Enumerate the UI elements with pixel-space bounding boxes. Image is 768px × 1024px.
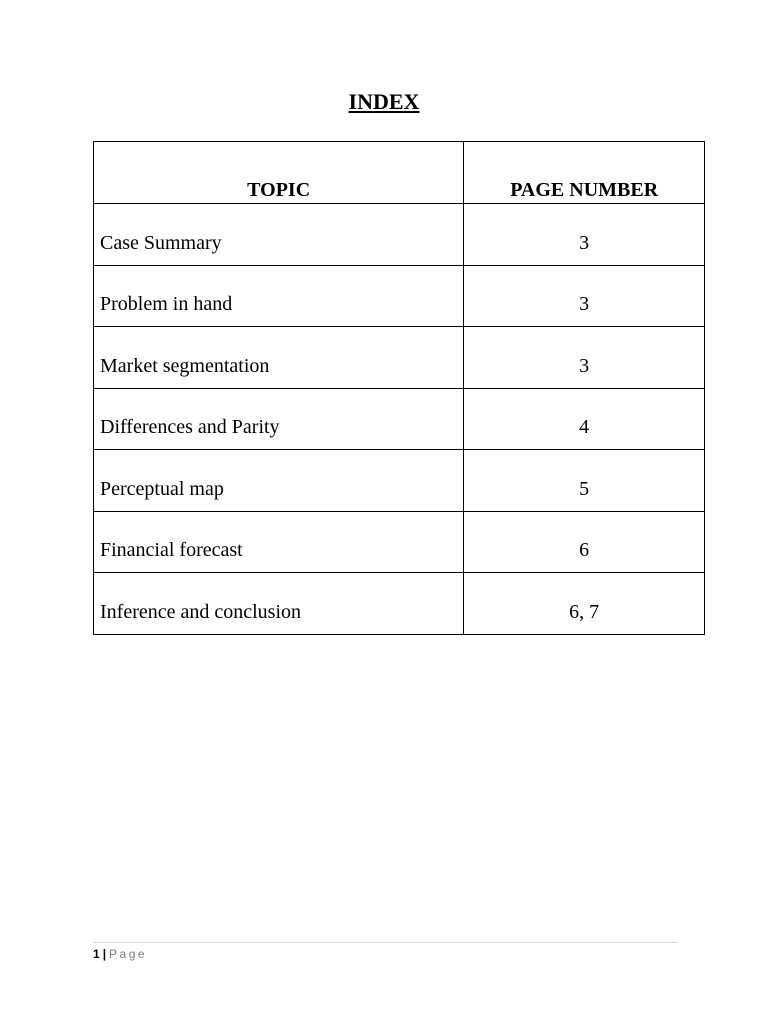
footer-divider bbox=[93, 942, 678, 943]
index-table bbox=[93, 141, 705, 635]
column-header-page-number: PAGE NUMBER bbox=[464, 142, 705, 204]
column-header-topic: TOPIC bbox=[94, 142, 464, 204]
footer-page-label: Page bbox=[109, 947, 148, 961]
topic-cell: Financial forecast bbox=[94, 511, 464, 573]
table-row bbox=[94, 511, 705, 573]
table-row bbox=[94, 265, 705, 327]
page-footer bbox=[93, 946, 147, 962]
footer-separator: | bbox=[102, 947, 107, 961]
table-row bbox=[94, 327, 705, 389]
table-row bbox=[94, 388, 705, 450]
table-row bbox=[94, 573, 705, 635]
topic-cell: Case Summary bbox=[94, 204, 464, 266]
table-header-row bbox=[94, 142, 705, 204]
table-row bbox=[94, 450, 705, 512]
page-title: INDEX bbox=[348, 89, 420, 114]
page-cell: 5 bbox=[464, 450, 705, 512]
page-cell: 3 bbox=[464, 327, 705, 389]
page-cell: 6, 7 bbox=[464, 573, 705, 635]
topic-cell: Problem in hand bbox=[94, 265, 464, 327]
footer-page-number: 1 bbox=[93, 947, 100, 961]
page-cell: 3 bbox=[464, 204, 705, 266]
topic-cell: Perceptual map bbox=[94, 450, 464, 512]
table-row bbox=[94, 204, 705, 266]
topic-cell: Inference and conclusion bbox=[94, 573, 464, 635]
page-cell: 6 bbox=[464, 511, 705, 573]
page-cell: 4 bbox=[464, 388, 705, 450]
page-cell: 3 bbox=[464, 265, 705, 327]
topic-cell: Differences and Parity bbox=[94, 388, 464, 450]
topic-cell: Market segmentation bbox=[94, 327, 464, 389]
